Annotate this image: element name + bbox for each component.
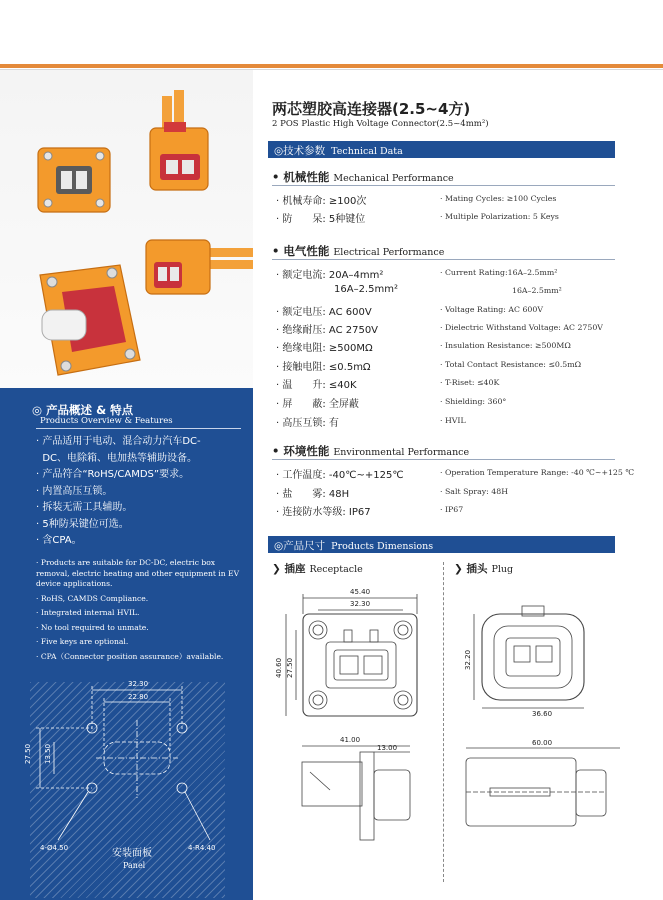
plug-title: ❯ 插头 Plug (454, 563, 514, 575)
spec-row: · 温 升: ≤40K (276, 380, 357, 391)
spec-row: · 防 呆: 5种键位 (276, 214, 366, 225)
page-subtitle: 2 POS Plastic High Voltage Connector(2.5~4mm²) (272, 119, 489, 129)
section-divider (272, 259, 615, 260)
section-electrical: • 电气性能 Electrical Performance (272, 244, 445, 258)
spec-row: · 屏 蔽: 全屏蔽 (276, 399, 359, 410)
dim-label: 32.30 (128, 680, 149, 688)
spec-row-en: · IP67 (440, 505, 464, 514)
spec-row: · 工作温度: -40℃~+125℃ (276, 470, 404, 481)
spec-row-en: · T-Riset: ≤40K (440, 378, 500, 387)
dim-label: 32.20 (464, 649, 472, 670)
section-mechanical: • 机械性能 Mechanical Performance (272, 170, 454, 184)
spec-row-en: · Shielding: 360° (440, 397, 507, 406)
spec-row: 16A–2.5mm² (334, 284, 398, 295)
dim-label: 13.00 (377, 744, 398, 752)
overview-cn-list (36, 434, 241, 550)
product-photo (0, 70, 253, 388)
tech-data-bar: ◎技术参数 Technical Data (268, 141, 615, 158)
section-environmental: • 环境性能 Environmental Performance (272, 444, 470, 458)
spec-row: · 绝缘耐压: AC 2750V (276, 325, 379, 336)
dim-label: 36.60 (532, 710, 553, 718)
spec-row-en: · Salt Spray: 48H (440, 487, 509, 496)
spec-row-en: · HVIL (440, 416, 466, 425)
dim-label: 32.30 (350, 600, 371, 608)
overview-subtitle: Products Overview & Features (40, 416, 173, 426)
list-item: DC、电除箱、电加热等辅助设备。 (42, 452, 198, 464)
panel-title: 安装面板 (112, 848, 152, 859)
spec-row: · 额定电压: AC 600V (276, 307, 372, 318)
spec-row: · 盐 雾: 48H (276, 489, 350, 500)
dim-label: 27.50 (24, 743, 32, 764)
dim-label: 45.40 (350, 588, 371, 596)
page-title: 两芯塑胶高连接器(2.5~4方) (272, 100, 471, 118)
dim-label: 22.80 (128, 693, 149, 701)
bullet-icon: ◎ (274, 540, 284, 552)
spec-row-en: · Insulation Resistance: ≥500MΩ (440, 341, 571, 350)
dim-label: 4-Ø4.50 (40, 844, 69, 852)
spec-row: · 高压互锁: 有 (276, 418, 339, 429)
spec-row: · 机械寿命: ≥100次 (276, 196, 367, 207)
overview-divider (36, 428, 241, 429)
top-accent-bar (0, 64, 663, 68)
spec-row-en: · Total Contact Resistance: ≤0.5mΩ (440, 360, 582, 369)
receptacle-title: ❯ 插座 Receptacle (272, 563, 363, 575)
panel-subtitle: Panel (123, 861, 146, 870)
overview-panel (0, 388, 253, 900)
panel-drawing (0, 670, 253, 900)
list-item: · Integrated internal HVIL. (36, 608, 140, 617)
list-item: · No tool required to unmate. (36, 622, 149, 632)
list-item: · Five keys are optional. (36, 637, 129, 646)
spec-row-en: · Current Rating:16A–2.5mm² (440, 268, 558, 277)
dim-label: 27.50 (286, 657, 294, 678)
list-item: · 产品符合“RoHS/CAMDS”要求。 (36, 469, 190, 480)
dimensions-bar: ◎产品尺寸 Products Dimensions (268, 536, 615, 553)
plug-photo-2 (146, 240, 253, 294)
plug-photo-1 (150, 90, 208, 190)
dimensions-divider (443, 562, 445, 882)
spec-row-en: · Mating Cycles: ≥100 Cycles (440, 194, 557, 203)
dim-label: 40.60 (275, 657, 283, 678)
spec-row-en: · Voltage Rating: AC 600V (440, 305, 543, 314)
section-divider (272, 185, 615, 186)
list-item: · 5种防呆键位可选。 (36, 518, 129, 530)
bullet-icon: ◎ (32, 403, 43, 417)
spec-row: · 连接防水等级: IP67 (276, 507, 371, 518)
receptacle-photo-1 (38, 148, 110, 212)
receptacle-photo-2 (40, 265, 140, 375)
bullet-icon: ◎ (274, 145, 284, 157)
list-item: · 拆装无需工具辅助。 (36, 502, 133, 513)
overview-title: ◎ 产品概述 & 特点 (32, 403, 134, 417)
overview-en-list (36, 558, 242, 666)
spec-row-en: 16A–2.5mm² (512, 286, 562, 295)
spec-row: · 绝缘电阻: ≥500MΩ (276, 343, 373, 354)
list-item: · RoHS, CAMDS Compliance. (36, 593, 149, 603)
list-item: · 内置高压互锁。 (36, 485, 113, 497)
spec-row-en: · Operation Temperature Range: -40 ℃~+125 ℃ (440, 468, 635, 477)
list-item: · Products are suitable for DC-DC, electric box removal, electric heating and other equipment in EV device applications. (36, 558, 240, 588)
spec-row-en: · Multiple Polarization: 5 Keys (440, 212, 559, 221)
list-item: · CPA（Connector position assurance）available. (36, 651, 224, 661)
section-divider (272, 459, 615, 460)
spec-row-en: · Dielectric Withstand Voltage: AC 2750V (440, 323, 603, 332)
dim-label: 60.00 (532, 739, 553, 747)
list-item: · 产品适用于电动、混合动力汽车DC- (36, 436, 201, 447)
dim-label: 4-R4.40 (188, 844, 216, 852)
dim-label: 41.00 (340, 736, 361, 744)
dim-label: 13.50 (44, 743, 52, 764)
list-item: · 含CPA。 (36, 535, 82, 546)
spec-row: · 额定电流: 20A–4mm² (276, 270, 384, 281)
spec-row: · 接触电阻: ≤0.5mΩ (276, 362, 371, 373)
